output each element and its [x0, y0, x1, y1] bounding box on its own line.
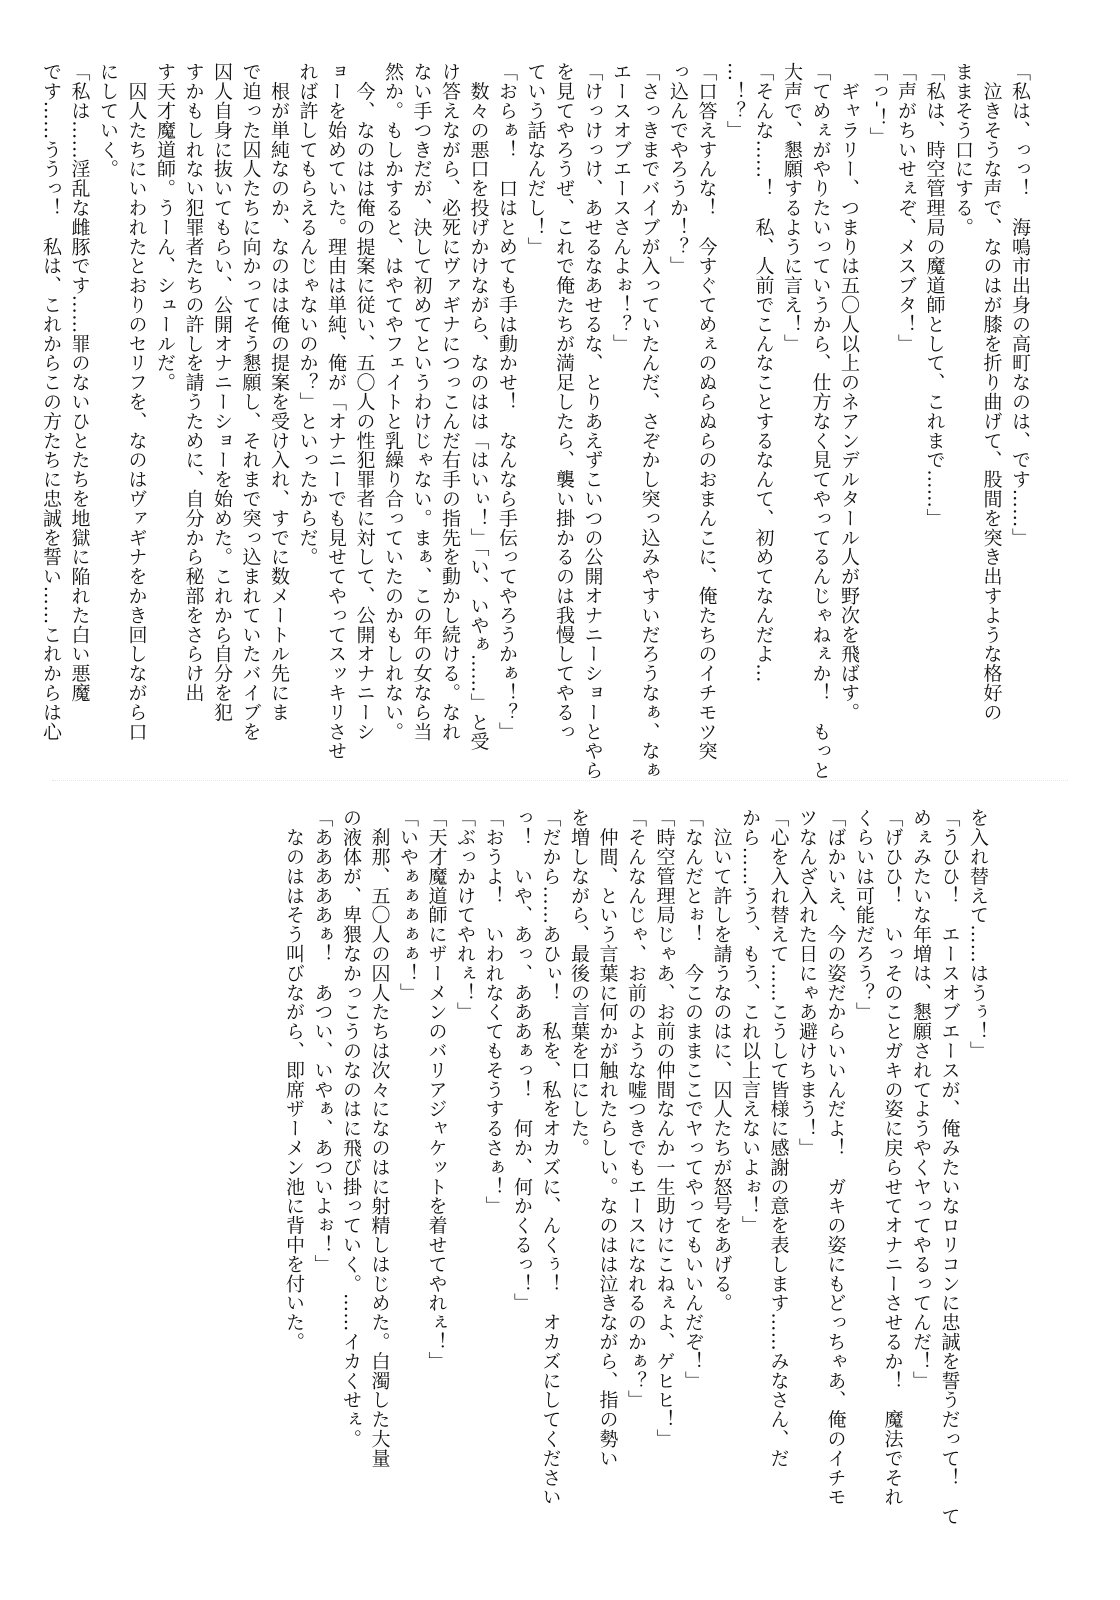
text-line: け答えながら、必死にヴァギナにつっこんだ右手の指先を動かし続ける。なれ: [439, 62, 461, 741]
text-line: 刹那、五〇人の囚人たちは次々になのはに射精しはじめた。白濁した大量: [368, 808, 391, 1468]
text-line: を見てやろうぜ、これで俺たちが満足したら、襲い掛かるのは我慢してやるっ: [553, 62, 575, 741]
text-line: 「時空管理局じゃあ、お前の仲間なんか一生助けにこねぇよ、ゲヒヒ！」: [653, 808, 676, 1449]
text-line: くらいは可能だろう？」: [853, 808, 875, 1022]
text-line: 泣きそうな声で、なのはが膝を折り曲げて、股間を突き出すような格好の: [980, 62, 1003, 722]
text-line: 「いやぁぁぁぁぁ！」: [397, 808, 419, 1002]
text-line: ない手つきだが、決して初めてというわけじゃない。まぁ、この年の女なら当: [410, 62, 433, 741]
text-line: ツなんざ入れた日にゃあ避けちまう！」: [796, 808, 818, 1158]
text-line: エースオブエースさんよぉ！？」: [610, 62, 632, 353]
text-line: 「さっきまでバイブが入っていたんだ、さぞかし突っ込みやすいだろうなぁ、なぁ: [638, 62, 661, 780]
text-line: 「なんだとぉ！ 今このままここでヤってやってもいいんだぞ！」: [682, 808, 704, 1390]
text-line: すかもしれない犯罪者たちの許しを請うために、自分から秘部をさらけ出: [182, 62, 205, 703]
text-line: 「あああああぁ！ あつい、いやぁ、あついよぉ！」: [311, 808, 334, 1274]
text-line: 仲間、という言葉に何かが触れたらしい。なのはは泣きながら、指の勢い: [596, 808, 619, 1468]
text-line: れば許してもらえるんじゃないのか？」といったからだ。: [296, 62, 319, 567]
text-line: ていう話なんだし！」: [524, 62, 547, 256]
text-line: 「そんな……！ 私、人前でこんなことするなんて、初めてなんだよ…: [752, 62, 775, 683]
text-line: を入れ替えて……はうぅ！」: [967, 808, 989, 1061]
text-line: 泣いて許しを請うなのはに、囚人たちが怒号をあげる。: [710, 808, 733, 1313]
text-line: ままそう口にする。: [952, 62, 974, 237]
text-line: 今、なのはは俺の提案に従い、五〇人の性犯罪者に対して、公開オナニーシ: [353, 62, 376, 741]
text-line: 「うひひ！ エースオブエースが、俺みたいなロリコンに忠誠を誓うだって！ て: [938, 808, 961, 1526]
text-line: ョーを始めていた。理由は単純、俺が「オナニーでも見せてやってスッキリさせ: [325, 62, 347, 761]
text-line: なのははそう叫びながら、即席ザーメン池に背中を付いた。: [283, 808, 305, 1352]
text-line: で迫った囚人たちに向かってそう懇願し、それまで突っ込まれていたバイブを: [239, 62, 262, 741]
text-line: す天才魔道師。うーん、シュールだ。: [154, 62, 176, 392]
text-line: 「天才魔道師にザーメンのバリアジャケットを着せてやれぇ！」: [425, 808, 448, 1371]
text-line: 「私は、時空管理局の魔道師として、これまで……」: [923, 62, 946, 528]
text-line: にしていく。: [97, 62, 119, 179]
text-line: 「口答えすんな！ 今すぐてめぇのぬらぬらのおまんこに、俺たちのイチモツ突: [695, 62, 718, 761]
text-line: …！？」: [724, 62, 746, 140]
text-line: 「私は、っっ！ 海鳴市出身の高町なのは、です……」: [1009, 62, 1031, 547]
text-line: 根が単純なのか、なのはは俺の提案を受け入れ、すでに数メートル先にま: [268, 62, 290, 722]
lower-text-block: [283, 808, 992, 1546]
text-line: 「そんなんじゃ、お前のような嘘つきでもエースになれるのかぁ？」: [625, 808, 647, 1410]
text-line: 囚人たちにいわれたとおりのセリフを、なのはヴァギナをかき回しながら口: [125, 62, 148, 741]
text-line: 「おらぁ！ 口はとめても手は動かせ！ なんなら手伝ってやろうかぁ！？」: [496, 62, 518, 741]
text-line: 「声がちいせぇぞ、メスブタ！」: [895, 62, 917, 353]
text-line: を増しながら、最後の言葉を口にした。: [568, 808, 590, 1158]
text-line: 「だから……あひぃ！ 私を、私をオカズに、んくぅ！ オカズにしてください: [539, 808, 562, 1507]
text-line: ギャラリー、つまりは五〇人以上のネアンデルタール人が野次を飛ばす。: [838, 62, 860, 722]
text-line: っ！ いや、あっ、あああぁっ！ 何か、何かくるっ！」: [511, 808, 533, 1313]
text-line: 大声で、懇願するように言え！」: [781, 62, 803, 353]
text-line: 囚人自身に抜いてもらい、公開オナニーショーを始めた。これから自分を犯: [211, 62, 233, 722]
text-line: です……ううっ！ 私は、これからこの方たちに忠誠を誓い……これからは心: [40, 62, 62, 741]
text-line: 「ぶっかけてやれぇ！」: [454, 808, 476, 1022]
text-line: 「おうよ！ いわれなくてもそうするさぁ！」: [482, 808, 505, 1216]
upper-text-block: [40, 62, 1034, 780]
text-line: 「ばかいえ、今の姿だからいいんだよ！ ガキの姿にもどっちゃあ、俺のイチモ: [824, 808, 847, 1507]
text-line: 数々の悪口を投げかけながら、なのはは「はいぃ！」「い、いやぁ……」と受: [467, 62, 490, 751]
text-line: 「心を入れ替えて……こうして皆様に感謝の意を表します……みなさん、だ: [767, 808, 790, 1468]
text-line: っ込んでやろうか！？」: [667, 62, 689, 276]
text-line: 然か。もしかすると、はやてやフェイトと乳繰り合っていたのかもしれない。: [382, 62, 404, 741]
page-divider: [52, 780, 1068, 781]
text-line: 「私は……淫乱な雌豚です……罪のないひとたちを地獄に陥れた白い悪魔: [68, 62, 91, 703]
text-line: めぇみたいな年増は、懇願されてようやくヤってやるってんだ！」: [910, 808, 932, 1390]
text-line: 「っ-！」: [866, 62, 889, 147]
text-line: から……うう、もう、これ以上言えないよぉ！」: [739, 808, 761, 1235]
text-line: の液体が、卑猥なかっこうのなのはに飛び掛っていく。……イカくせぇ。: [340, 808, 362, 1449]
text-line: 「けっけっけ、あせるなあせるな、とりあえずこいつの公開オナニーショーとやら: [581, 62, 604, 780]
text-line: 「げひひ！ いっそのことガキの姿に戻らせてオナニーさせるか！ 魔法でそれ: [881, 808, 904, 1507]
text-line: 「てめぇがやりたいっていうから、仕方なく見てやってるんじゃねぇか！ もっと: [809, 62, 832, 780]
